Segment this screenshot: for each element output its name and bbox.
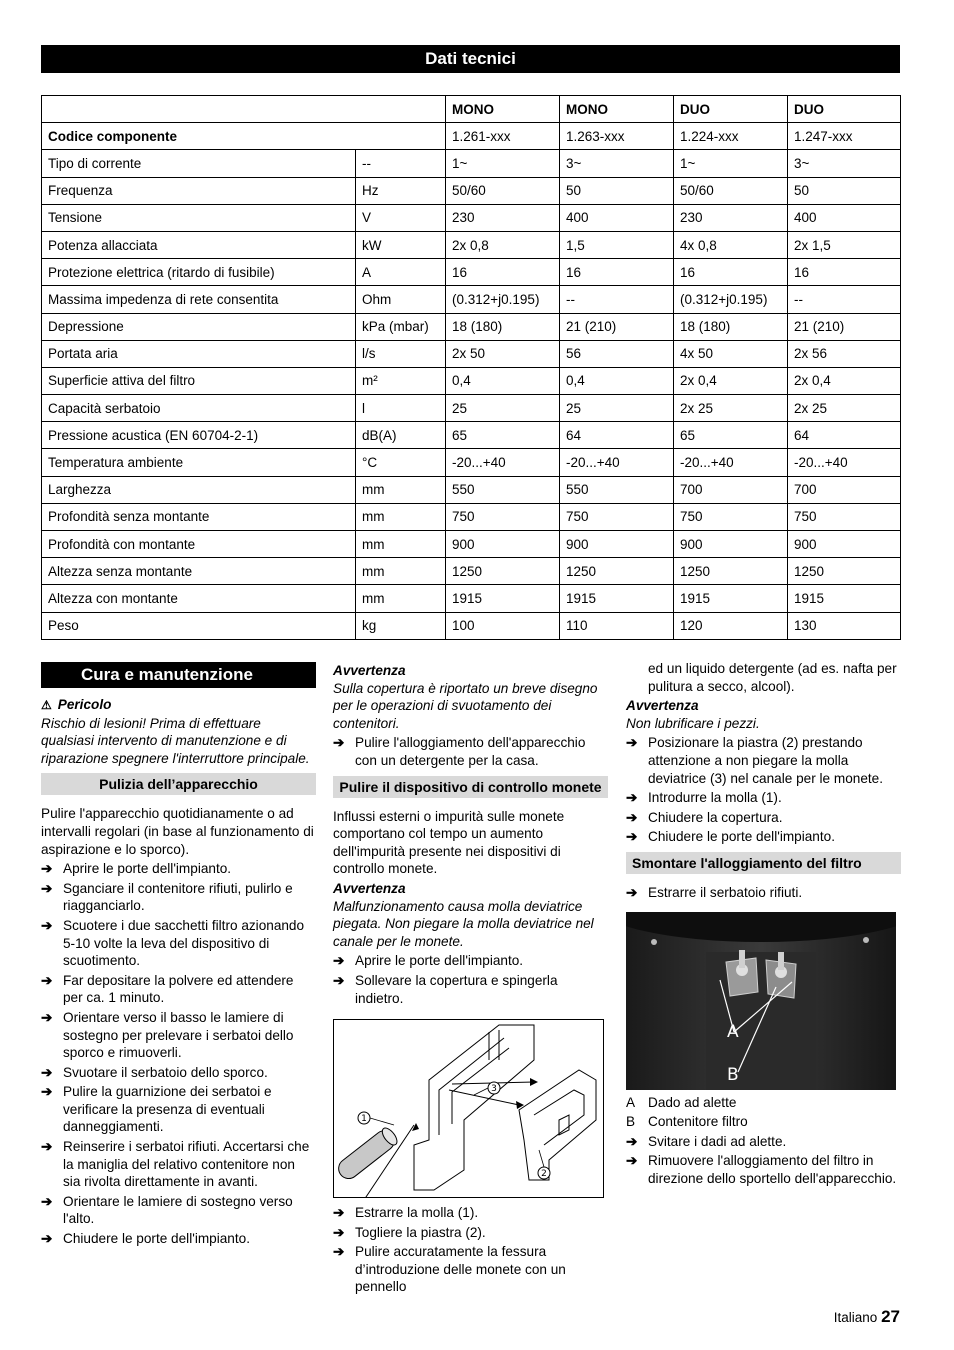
cell-value: 2x 1,5	[788, 231, 901, 258]
row-unit: m²	[356, 367, 446, 394]
arrow-right-icon: ➔	[626, 735, 638, 751]
warning-heading: Avvertenza	[333, 663, 406, 678]
cell-value: 900	[788, 531, 901, 558]
cell-value: 16	[674, 259, 788, 286]
row-label: Profondità con montante	[42, 531, 356, 558]
cell-value: 400	[560, 204, 674, 231]
row-label: Potenza allacciata	[42, 231, 356, 258]
cell-value: 1~	[674, 150, 788, 177]
step-text: Aprire le porte dell'impianto.	[355, 953, 524, 969]
step-item	[333, 952, 608, 970]
cell-value: (0.312+j0.195)	[674, 286, 788, 313]
step-item	[333, 1243, 608, 1296]
step-continuation: ed un liquido detergente (ad es. nafta per pulitura a secco, alcool).	[648, 661, 897, 694]
callout-2: 2	[541, 1169, 547, 1180]
cleaning-steps	[41, 860, 316, 1247]
cell-value: 18 (180)	[674, 313, 788, 340]
row-unit: l/s	[356, 340, 446, 367]
arrow-right-icon: ➔	[41, 1139, 53, 1155]
cell-value: 1.247-xxx	[788, 123, 901, 150]
cell-value: 56	[560, 340, 674, 367]
step-text: Chiudere le porte dell'impianto.	[63, 1231, 250, 1247]
cell-value: -20...+40	[674, 449, 788, 476]
row-label: Profondità senza montante	[42, 503, 356, 530]
photo-label-a: A	[727, 1021, 739, 1042]
step-item	[41, 972, 316, 1007]
cell-value: 4x 50	[674, 340, 788, 367]
photo-legend	[626, 1094, 901, 1131]
cell-value: 2x 0,4	[788, 367, 901, 394]
cell-value: --	[788, 286, 901, 313]
table-row	[42, 558, 901, 585]
step-item	[626, 828, 901, 846]
filter-steps-2	[626, 1133, 901, 1188]
specs-table	[41, 95, 901, 640]
row-label: Altezza senza montante	[42, 558, 356, 585]
table-row	[42, 367, 901, 394]
cell-value: 1~	[446, 150, 560, 177]
cell-value: 3~	[560, 150, 674, 177]
footer-language: Italiano	[833, 1310, 878, 1325]
cell-value: 65	[446, 422, 560, 449]
row-unit: mm	[356, 585, 446, 612]
cell-value: -20...+40	[788, 449, 901, 476]
cell-value: 64	[788, 422, 901, 449]
cell-value: 700	[674, 476, 788, 503]
row-label: Portata aria	[42, 340, 356, 367]
row-label: Capacità serbatoio	[42, 395, 356, 422]
row-label: Depressione	[42, 313, 356, 340]
step-text: Sganciare il contenitore rifiuti, pulirlo e riagganciarlo.	[63, 880, 293, 914]
step-item	[41, 1230, 316, 1248]
table-row-code	[42, 123, 901, 150]
arrow-right-icon: ➔	[41, 1231, 53, 1247]
step-item	[626, 809, 901, 827]
step-text: Togliere la piastra (2).	[355, 1224, 486, 1240]
cell-value: 65	[674, 422, 788, 449]
column-1	[41, 660, 316, 1250]
row-label: Codice componente	[42, 123, 446, 150]
arrow-right-icon: ➔	[626, 829, 638, 845]
step-item	[41, 917, 316, 970]
page-footer	[834, 1307, 900, 1327]
table-row	[42, 476, 901, 503]
cell-value: -20...+40	[560, 449, 674, 476]
housing-steps	[333, 734, 608, 769]
coin-mechanism-figure	[333, 1019, 604, 1198]
row-unit: A	[356, 259, 446, 286]
step-text: Far depositare la polvere ed attendere per ca. 1 minuto.	[63, 972, 294, 1006]
cell-value: 3~	[788, 150, 901, 177]
page-number: 27	[881, 1307, 900, 1326]
legend-item	[626, 1094, 901, 1112]
header-cell: MONO	[446, 96, 560, 123]
column-3	[626, 660, 901, 1190]
warning-text: Malfunzionamento causa molla deviatrice piegata. Non piegare la molla deviatrice nel canale per le monete.	[333, 898, 594, 949]
step-item	[626, 1152, 901, 1187]
cell-value: 550	[446, 476, 560, 503]
cell-value: 1915	[674, 585, 788, 612]
cell-value: 1.224-xxx	[674, 123, 788, 150]
step-text: Estrarre il serbatoio rifiuti.	[648, 884, 803, 900]
arrow-right-icon: ➔	[333, 1205, 345, 1221]
cell-value: 21 (210)	[560, 313, 674, 340]
step-text: Orientare verso il basso le lamiere di sostegno per prelevare i serbatoi dello sporco e rimuoverli.	[63, 1009, 294, 1061]
page-title: Dati tecnici	[41, 45, 900, 73]
step-item	[333, 972, 608, 1007]
cell-value: 16	[446, 259, 560, 286]
table-row	[42, 286, 901, 313]
row-unit: kW	[356, 231, 446, 258]
step-item	[626, 789, 901, 807]
coin-steps-before	[333, 952, 608, 1007]
table-row	[42, 503, 901, 530]
row-unit: l	[356, 395, 446, 422]
row-unit: kg	[356, 612, 446, 639]
cell-value: 750	[446, 503, 560, 530]
cell-value: 0,4	[560, 367, 674, 394]
cell-value: 2x 50	[446, 340, 560, 367]
cell-value: 50/60	[674, 177, 788, 204]
step-item	[41, 1064, 316, 1082]
row-unit: dB(A)	[356, 422, 446, 449]
cell-value: 2x 0,4	[674, 367, 788, 394]
table-row	[42, 395, 901, 422]
cell-value: 230	[446, 204, 560, 231]
step-item	[41, 880, 316, 915]
arrow-right-icon: ➔	[41, 1084, 53, 1100]
cell-value: 900	[674, 531, 788, 558]
row-unit: --	[356, 150, 446, 177]
table-row	[42, 340, 901, 367]
cell-value: 400	[788, 204, 901, 231]
warning-text: Sulla copertura è riportato un breve disegno per le operazioni di svuotamento dei contenitori.	[333, 680, 598, 731]
cell-value: 100	[446, 612, 560, 639]
step-item	[41, 1083, 316, 1136]
cell-value: 1915	[560, 585, 674, 612]
cell-value: 1,5	[560, 231, 674, 258]
section-title-coin-control: Pulire il dispositivo di controllo monete	[333, 776, 608, 798]
cell-value: 230	[674, 204, 788, 231]
legend-item	[626, 1113, 901, 1131]
step-text: Reinserire i serbatoi rifiuti. Accertarsi che la maniglia del relativo contenitore non sia rivolta direttamente in avanti.	[63, 1139, 310, 1190]
step-text: Aprire le porte dell'impianto.	[63, 861, 232, 877]
cell-value: -20...+40	[446, 449, 560, 476]
cleaning-intro: Pulire l'apparecchio quotidianamente o ad intervalli regolari (in base al funzionamento di aspirazione e lo sporco).	[41, 806, 314, 857]
step-item	[626, 884, 901, 902]
cell-value: 4x 0,8	[674, 231, 788, 258]
filter-steps-1	[626, 884, 901, 902]
row-label: Tensione	[42, 204, 356, 231]
table-row	[42, 259, 901, 286]
column-2	[333, 660, 608, 1298]
cell-value: 1250	[674, 558, 788, 585]
arrow-right-icon: ➔	[626, 1133, 638, 1149]
coin-steps-after	[333, 1204, 608, 1296]
cell-value: 1250	[446, 558, 560, 585]
table-row	[42, 585, 901, 612]
table-row	[42, 612, 901, 639]
arrow-right-icon: ➔	[333, 1244, 345, 1260]
cell-value: 900	[446, 531, 560, 558]
coin-mechanism-drawing	[334, 1020, 603, 1197]
danger-text: Rischio di lesioni! Prima di effettuare qualsiasi intervento di manutenzione e di riparazione spegnere l'interruttore principale.	[41, 715, 310, 766]
step-text: Svuotare il serbatoio dello sporco.	[63, 1064, 268, 1080]
cell-value: 750	[560, 503, 674, 530]
cell-value: 1250	[788, 558, 901, 585]
step-text: Pulire accuratamente la fessura d’introduzione delle monete con un pennello	[355, 1244, 566, 1295]
cell-value: 25	[446, 395, 560, 422]
cell-value: 550	[560, 476, 674, 503]
row-label: Protezione elettrica (ritardo di fusibile)	[42, 259, 356, 286]
row-label: Peso	[42, 612, 356, 639]
arrow-right-icon: ➔	[41, 917, 53, 933]
cell-value: 25	[560, 395, 674, 422]
legend-key: B	[626, 1114, 636, 1130]
step-text: Chiudere la copertura.	[648, 809, 783, 825]
row-unit: mm	[356, 503, 446, 530]
step-text: Chiudere le porte dell'impianto.	[648, 829, 835, 845]
step-text: Pulire la guarnizione dei serbatoi e verificare la presenza di eventuali danneggiamenti.	[63, 1084, 272, 1135]
cell-value: (0.312+j0.195)	[446, 286, 560, 313]
cell-value: 0,4	[446, 367, 560, 394]
step-text: Introdurre la molla (1).	[648, 790, 782, 806]
cell-value: 130	[788, 612, 901, 639]
arrow-right-icon: ➔	[333, 972, 345, 988]
cell-value: 1.261-xxx	[446, 123, 560, 150]
arrow-right-icon: ➔	[626, 884, 638, 900]
legend-key: A	[626, 1094, 636, 1110]
cell-value: 2x 56	[788, 340, 901, 367]
legend-text: Dado ad alette	[648, 1094, 737, 1110]
callout-3: 3	[491, 1084, 497, 1095]
step-item	[333, 1204, 608, 1222]
cell-value: 50	[560, 177, 674, 204]
step-item	[41, 860, 316, 878]
step-text: Scuotere i due sacchetti filtro azionando 5-10 volte la leva del dispositivo di scuotimento.	[63, 917, 305, 969]
step-item	[41, 1193, 316, 1228]
row-label: Tipo di corrente	[42, 150, 356, 177]
row-unit: Ohm	[356, 286, 446, 313]
step-text: Svitare i dadi ad alette.	[648, 1133, 787, 1149]
filter-housing-photo	[626, 912, 896, 1090]
arrow-right-icon: ➔	[41, 880, 53, 896]
step-item	[626, 734, 901, 787]
step-item	[41, 1009, 316, 1062]
arrow-right-icon: ➔	[41, 861, 53, 877]
row-unit: kPa (mbar)	[356, 313, 446, 340]
cell-value: 50/60	[446, 177, 560, 204]
row-unit: mm	[356, 558, 446, 585]
step-item	[333, 1224, 608, 1242]
cell-value: --	[560, 286, 674, 313]
cell-value: 64	[560, 422, 674, 449]
cell-value: 1.263-xxx	[560, 123, 674, 150]
danger-heading: ⚠ Pericolo	[41, 696, 316, 715]
header-cell: DUO	[674, 96, 788, 123]
warning-heading: Avvertenza	[626, 698, 699, 714]
warning-text: Non lubrificare i pezzi.	[626, 715, 760, 731]
step-text: Rimuovere l'alloggiamento del filtro in direzione dello sportello dell'apparecchio.	[648, 1153, 897, 1186]
cell-value: 110	[560, 612, 674, 639]
cell-value: 750	[674, 503, 788, 530]
table-row	[42, 150, 901, 177]
arrow-right-icon: ➔	[626, 1153, 638, 1169]
legend-text: Contenitore filtro	[648, 1114, 748, 1130]
cell-value: 700	[788, 476, 901, 503]
row-label: Massima impedenza di rete consentita	[42, 286, 356, 313]
header-cell: MONO	[560, 96, 674, 123]
reassembly-steps	[626, 734, 901, 846]
step-item	[626, 1133, 901, 1151]
cell-value: 900	[560, 531, 674, 558]
row-label: Temperatura ambiente	[42, 449, 356, 476]
cell-value: 2x 25	[674, 395, 788, 422]
table-header-row	[42, 96, 901, 123]
row-label: Altezza con montante	[42, 585, 356, 612]
step-text: Estrarre la molla (1).	[355, 1205, 479, 1221]
step-text: Orientare le lamiere di sostegno verso l'alto.	[63, 1193, 293, 1227]
step-item	[41, 1138, 316, 1191]
row-unit: °C	[356, 449, 446, 476]
row-unit: mm	[356, 476, 446, 503]
header-cell	[42, 96, 446, 123]
section-title-cleaning: Pulizia dell’apparecchio	[41, 773, 316, 795]
arrow-right-icon: ➔	[41, 1064, 53, 1080]
cell-value: 1915	[446, 585, 560, 612]
row-unit: V	[356, 204, 446, 231]
table-row	[42, 531, 901, 558]
table-row	[42, 313, 901, 340]
row-unit: mm	[356, 531, 446, 558]
arrow-right-icon: ➔	[333, 1224, 345, 1240]
warning-heading: Avvertenza	[333, 880, 406, 896]
table-row	[42, 204, 901, 231]
header-cell: DUO	[788, 96, 901, 123]
cell-value: 2x 25	[788, 395, 901, 422]
photo-label-b: B	[727, 1064, 739, 1085]
cell-value: 16	[560, 259, 674, 286]
section-title-filter: Smontare l'alloggiamento del filtro	[626, 852, 901, 874]
row-label: Frequenza	[42, 177, 356, 204]
cell-value: 16	[788, 259, 901, 286]
filter-housing-image	[626, 912, 896, 1090]
arrow-right-icon: ➔	[41, 972, 53, 988]
row-label: Pressione acustica (EN 60704-2-1)	[42, 422, 356, 449]
callout-1: 1	[361, 1114, 367, 1125]
coin-intro: Influssi esterni o impurità sulle monete comportano col tempo un aumento dell'impurità presente nei dispositivi di controllo monete.	[333, 808, 565, 877]
table-row	[42, 449, 901, 476]
step-item	[333, 734, 608, 769]
cell-value: 750	[788, 503, 901, 530]
step-text: Sollevare la copertura e spingerla indietro.	[355, 972, 558, 1006]
warning-triangle-icon: ⚠	[41, 698, 52, 712]
row-label: Superficie attiva del filtro	[42, 367, 356, 394]
arrow-right-icon: ➔	[333, 735, 345, 751]
table-row	[42, 422, 901, 449]
step-text: Posizionare la piastra (2) prestando attenzione a non piegare la molla deviatrice (3) nel canale per le monete.	[648, 735, 883, 786]
arrow-right-icon: ➔	[41, 1193, 53, 1209]
cell-value: 1250	[560, 558, 674, 585]
arrow-right-icon: ➔	[626, 790, 638, 806]
cell-value: 50	[788, 177, 901, 204]
row-unit: Hz	[356, 177, 446, 204]
arrow-right-icon: ➔	[626, 809, 638, 825]
cell-value: 2x 0,8	[446, 231, 560, 258]
step-text: Pulire l'alloggiamento dell'apparecchio con un detergente per la casa.	[355, 735, 586, 768]
row-label: Larghezza	[42, 476, 356, 503]
table-row	[42, 231, 901, 258]
cell-value: 1915	[788, 585, 901, 612]
cell-value: 21 (210)	[788, 313, 901, 340]
cell-value: 18 (180)	[446, 313, 560, 340]
cell-value: 120	[674, 612, 788, 639]
arrow-right-icon: ➔	[41, 1009, 53, 1025]
section-title-maintenance: Cura e manutenzione	[41, 662, 316, 688]
table-row	[42, 177, 901, 204]
arrow-right-icon: ➔	[333, 953, 345, 969]
